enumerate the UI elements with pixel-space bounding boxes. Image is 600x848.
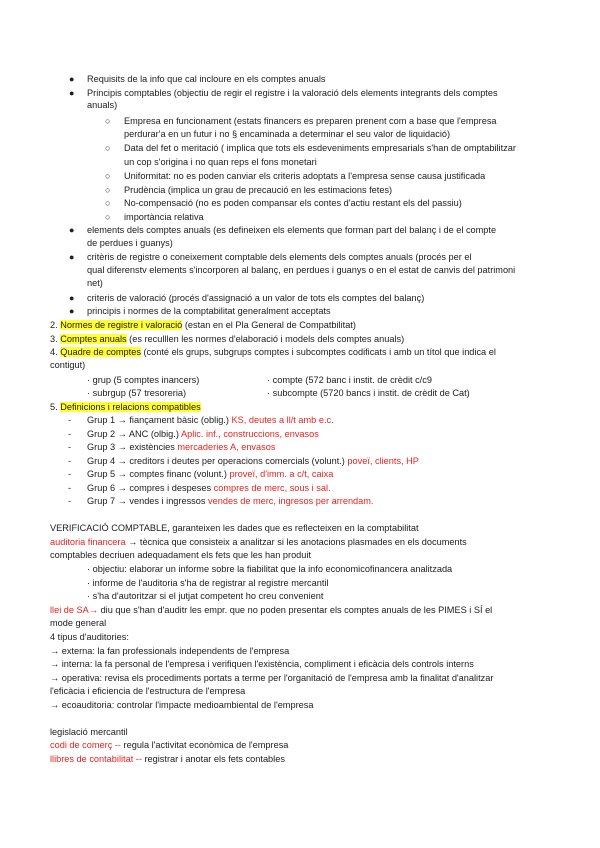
bullet-filled: ● [69, 74, 75, 84]
tipus-line: → ecoauditoria: controlar l'impacte medioambiental de l'empresa [50, 700, 314, 710]
item-line: criteris de valoració (procés d'assignació a un valor de tots els comptes del balanç) [87, 293, 425, 303]
subprincipi-line: Data del fet o meritació ( implica que tots els esdeveniments empresarials s'han de omptabilitzar [124, 143, 516, 153]
requisits-line: Requisits de la info que cal incloure en els comptes anuals [87, 74, 326, 84]
grup-dash: - [68, 456, 72, 466]
grup-examples: Aplic. inf., construccions, envasos [180, 429, 319, 439]
bullet-filled: ● [69, 252, 75, 262]
grup-dash: - [68, 429, 72, 439]
highlighted-heading: Quadre de comptes [60, 347, 141, 357]
auditoria-text: → tècnica que consisteix a analitzar si les anotacions plasmades en els documents [125, 537, 467, 547]
grup-label: Grup 1 → fiançament bàsic (oblig.) [87, 415, 232, 425]
tipus-line: l'eficàcia i eficiencia de l'estructura de l'empresa [50, 686, 246, 696]
llei-text: diu que s'han d'auditr les empr. que no poden presentar els comptes anuals de les PIMES i SÍ el [98, 605, 493, 615]
llei-term: llei de SA→ [50, 605, 99, 615]
bullet-hollow: ○ [105, 185, 111, 195]
item-line: elements dels comptes anuals (es defineixen els elements que forman part del balanç i de el compte [87, 225, 497, 235]
legislacio-heading: legislació mercantil [50, 727, 128, 737]
codi-term: codi de comerç -- [50, 740, 121, 750]
item-line: critèris de registre o coneixement comptable dels elements dels comptes anuals (procés per el [87, 252, 472, 262]
grup-examples: poveï, clients, HP [347, 456, 419, 466]
grup-examples: vendes de merc, ingresos per arrendam. [208, 496, 374, 506]
llei-line [50, 604, 492, 616]
auditoria-point: · s'ha d'autoritzar si el jutjat competent ho creu convenient [87, 591, 324, 601]
subprincipi-line: un cop s'origina i no quan reps el fons monetari [124, 157, 317, 167]
grup-line [87, 455, 419, 467]
subprincipi-line: Uniformitat: no es poden canviar els criteris adoptats a l'empresa sense causa justificada [124, 171, 486, 181]
verificacio-heading: VERIFICACIÓ COMPTABLE, garanteixen les dades que es reflecteixen en la comptabilitat [50, 523, 419, 533]
quadre-compte: · compte (572 banc i instit. de crèdit c/c9 [267, 375, 432, 385]
tipus-line: → interna: la fa personal de l'empresa i verifiquen l'existència, compliment i eficàcia dels controls interns [50, 659, 474, 669]
grup-dash: - [68, 415, 72, 425]
tipus-line: → externa: la fan professionals independents de l'empresa [50, 646, 290, 656]
section-5 [50, 401, 201, 413]
bullet-hollow: ○ [105, 212, 111, 222]
grup-label: Grup 7 → vendes i ingressos [87, 496, 209, 506]
grup-dash: - [68, 496, 72, 506]
section-number: 4. [50, 347, 58, 357]
subprincipi-line: perdurar'a en un futur i no § encaminada a determinar el seu valor de liquidació) [124, 129, 451, 139]
subprincipi-line: Empresa en funcionament (estats financers es preparen prenent com a base que l'empresa [124, 116, 497, 126]
auditoria-term: auditoria financera [50, 537, 126, 547]
section-3 [50, 333, 404, 345]
bullet-hollow: ○ [105, 171, 111, 181]
bullet-filled: ● [69, 88, 75, 98]
grup-dash: - [68, 469, 72, 479]
bullet-hollow: ○ [105, 143, 111, 153]
bullet-hollow: ○ [105, 198, 111, 208]
principis-line: Principis comptables (objectiu de regir el registre i la valoració dels elements integrants dels comptes [87, 88, 498, 98]
bullet-filled: ● [69, 293, 75, 303]
grup-label: Grup 3 → existències [87, 442, 178, 452]
llei-cont: mode general [50, 618, 107, 628]
grup-line [87, 441, 275, 453]
bullet-filled: ● [69, 306, 75, 316]
tipus-heading: 4 tipus d'auditories: [50, 632, 129, 642]
tipus-line: → operativa: revisa els procediments portats a terme per l'organitació de l'empresa amb la finalitat d'analitzar [50, 673, 494, 683]
grup-line [87, 428, 319, 440]
subprincipi-line: Prudència (implica un grau de precaució en les estimacions fetes) [124, 185, 393, 195]
item-line: de perdues i guanys) [87, 238, 173, 248]
highlighted-heading: Comptes anuals [60, 334, 127, 344]
grup-label: Grup 5 → comptes financ (volunt.) [87, 469, 230, 479]
item-line: principis i normes de la comptabilitat generalment acceptats [87, 306, 331, 316]
llibres-term: llibres de contabilitat -- [50, 754, 142, 764]
section-text: (es reculllen les normes d'elaboració i models dels comptes anuals) [126, 334, 405, 344]
bullet-hollow: ○ [105, 116, 111, 126]
grup-examples: proveï, d'imm. a c/t, caixa [229, 469, 334, 479]
subprincipi-line: importància relativa [124, 212, 204, 222]
auditoria-cont: comptables decriuen adequadament els fets que les han produit [50, 550, 311, 560]
highlighted-heading: Definicions i relacions compatibles [60, 402, 201, 412]
grup-line [87, 495, 374, 507]
grup-label: Grup 6 → compres i despeses [87, 483, 214, 493]
section-number: 2. [50, 320, 58, 330]
section-number: 3. [50, 334, 58, 344]
grup-dash: - [68, 483, 72, 493]
grup-examples: compres de merc, sous i sal. [213, 483, 331, 493]
grup-label: Grup 4 → creditors i deutes per operacions comercials (volunt.) [87, 456, 348, 466]
llibres-text: registrar i anotar els fets contables [141, 754, 285, 764]
grup-line [87, 482, 331, 494]
quadre-subcompte: · subcompte (5720 bancs i instit. de crèdit de Cat) [267, 388, 470, 398]
section-2 [50, 319, 356, 331]
grup-dash: - [68, 442, 72, 452]
grup-line [87, 414, 334, 426]
section-text: (conté els grups, subgrups comptes i subcomptes codificats i amb un títol que indica el [140, 347, 496, 357]
auditoria-line [50, 536, 467, 548]
section-4-cont: contigut) [50, 360, 86, 370]
auditoria-point: · objectiu: elaborar un informe sobre la fiabilitat que la info economicofinancera analitzada [87, 564, 453, 574]
section-text: (estan en el Pla General de Compatbilitat) [182, 320, 356, 330]
item-line: net) [87, 278, 103, 288]
grup-examples: KS, deutes a ll/t amb e.c. [231, 415, 334, 425]
section-4 [50, 346, 496, 358]
subprincipi-line: No-compensació (no es poden compansar els contes d'actiu restant els del passiu) [124, 198, 462, 208]
auditoria-point: · informe de l'auditoria s'ha de registrar al registre mercantil [87, 578, 329, 588]
codi-text: regula l'activitat econòmica de l'empresa [120, 740, 289, 750]
quadre-subgrup: · subrgup (57 tresoreria) [87, 388, 187, 398]
highlighted-heading: Normes de registre i valoració [60, 320, 183, 330]
llibres-line [50, 753, 285, 765]
section-number: 5. [50, 402, 58, 412]
grup-line [87, 468, 333, 480]
item-line: qual diferenstv elements s'incorporen al balanç, en perdues i guanys o en el estat de canvis del patrimoni [87, 265, 516, 275]
grup-examples: mercaderies A, envasos [177, 442, 276, 452]
bullet-filled: ● [69, 225, 75, 235]
principis-line: anuals) [87, 100, 118, 110]
grup-label: Grup 2 → ANC (olbig.) [87, 429, 181, 439]
codi-line [50, 739, 288, 751]
quadre-grup: · grup (5 comptes inancers) [87, 375, 200, 385]
